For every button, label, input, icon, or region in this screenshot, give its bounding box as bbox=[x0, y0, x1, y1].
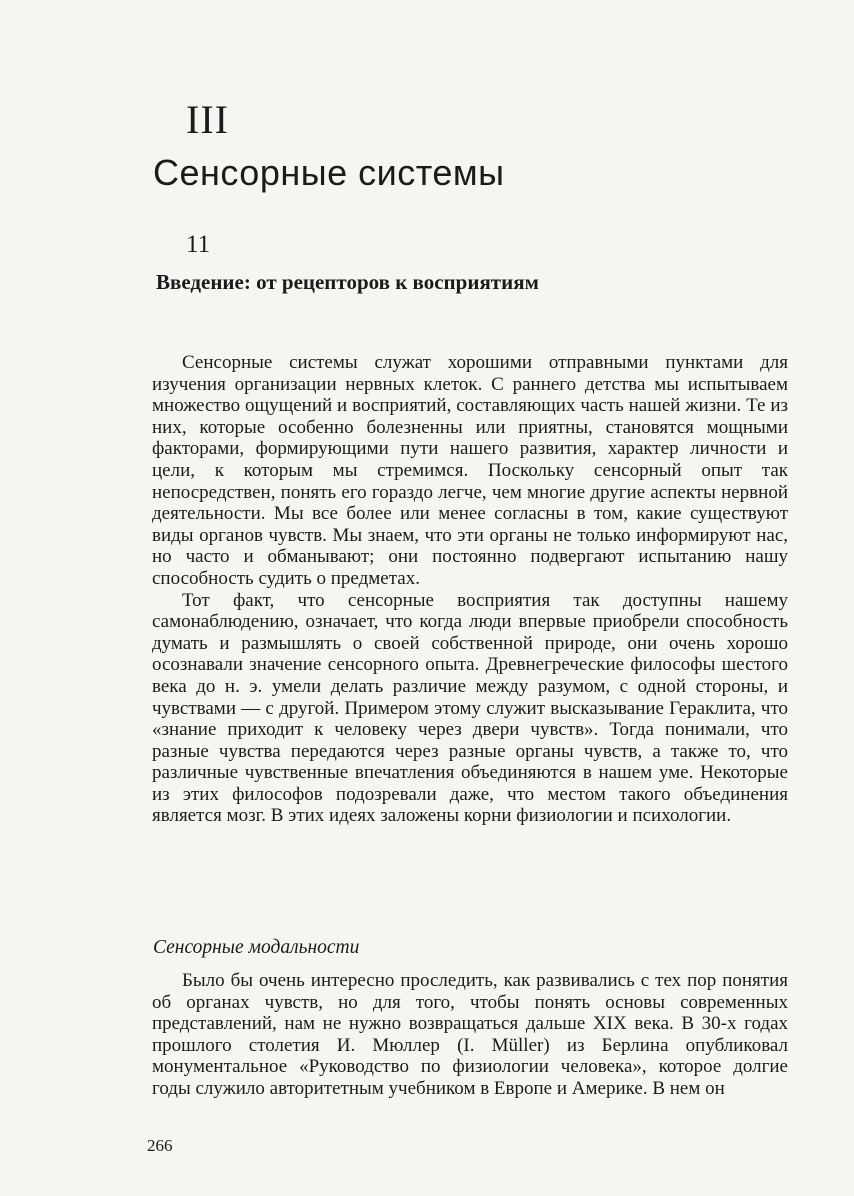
part-title: Сенсорные системы bbox=[153, 152, 505, 193]
paragraph: Тот факт, что сенсорные восприятия так доступны нашему самонаблюдению, означает, что когда люди впервые приобрели способность думать и размышлять о своей собственной природе, они очень хорошо осознавали значение сенсорного опыта. Древнегреческие философы шестого века до н. э. умели делать различие между разумом, с одной стороны, и чувствами — с другой. Примером этому служит высказывание Гераклита, что «знание приходит к человеку через двери чувств». Тогда понимали, что разные чувства передаются через разные органы чувств, а также то, что различные чувственные впечатления объединяются в нашем уме. Некоторые из этих философов подозревали даже, что местом такого объединения является мозг. В этих идеях заложены корни физиологии и психологии. bbox=[152, 589, 788, 827]
paragraph: Сенсорные системы служат хорошими отправными пунктами для изучения организации нервных клеток. С раннего детства мы испытываем множество ощущений и восприятий, составляющих часть нашей жизни. Те из них, которые особенно болезненны или приятны, становятся мощными факторами, формирующими пути нашего развития, характер личности и цели, к которым мы стремимся. Поскольку сенсорный опыт так непосредствен, понять его гораздо легче, чем многие другие аспекты нервной деятельности. Мы все более или менее согласны в том, какие существуют виды органов чувств. Мы знаем, что эти органы не только информируют нас, но часто и обманывают; они постоянно подвергают испытанию нашу способность судить о предметах. bbox=[152, 352, 788, 589]
part-number: III bbox=[186, 97, 229, 142]
section-heading: Сенсорные модальности bbox=[153, 937, 360, 958]
chapter-title: Введение: от рецепторов к восприятиям bbox=[156, 270, 539, 294]
page-number: 266 bbox=[147, 1136, 173, 1155]
section-text bbox=[152, 970, 788, 1100]
paragraph: Было бы очень интересно проследить, как развивались с тех пор понятия об органах чувств, но для того, чтобы понять основы современных представлений, нам не нужно возвращаться дальше XIX века. В 30-х годах прошлого столетия И. Мюллер (I. Müller) из Берлина опубликовал монументальное «Руководство по физиологии человека», которое долгие годы служило авторитетным учебником в Европе и Америке. В нем он bbox=[152, 970, 788, 1099]
chapter-number: 11 bbox=[186, 231, 211, 258]
introduction-text bbox=[152, 352, 788, 827]
